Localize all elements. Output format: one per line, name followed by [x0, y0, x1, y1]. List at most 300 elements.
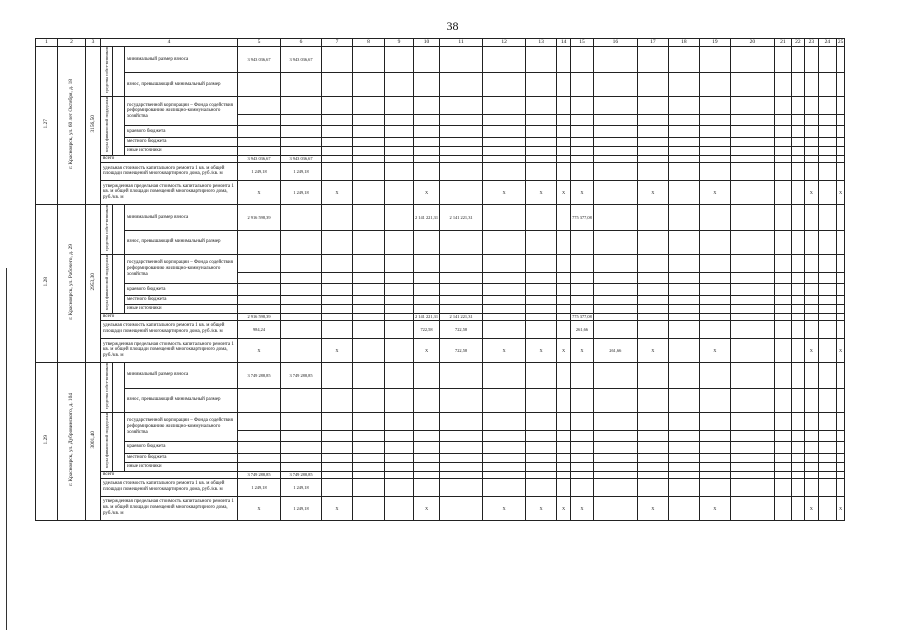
value-cell: [637, 471, 668, 478]
value-cell: [238, 304, 281, 313]
value-cell: [836, 137, 845, 146]
value-cell: [836, 304, 845, 313]
value-cell: [440, 272, 483, 284]
value-cell: [836, 254, 845, 272]
value-cell: [699, 453, 730, 462]
column-number: 18: [668, 39, 699, 47]
value-cell: [557, 96, 571, 114]
value-cell: 1 249,18: [281, 478, 322, 496]
value-cell: [593, 47, 637, 73]
group-spacer: [113, 412, 125, 471]
row-label: иные источники: [125, 304, 238, 313]
value-cell: [699, 362, 730, 388]
value-cell: [637, 388, 668, 412]
value-cell: [353, 204, 385, 230]
value-cell: [483, 284, 526, 296]
value-cell: 2 916 598,39: [238, 313, 281, 320]
value-cell: [483, 453, 526, 462]
value-cell: [353, 362, 385, 388]
value-cell: [774, 204, 791, 230]
value-cell: [414, 146, 440, 155]
value-cell: [730, 230, 774, 254]
column-number: 17: [637, 39, 668, 47]
value-cell: [818, 471, 836, 478]
column-number: 11: [440, 39, 483, 47]
value-cell: [526, 471, 557, 478]
value-cell: [730, 304, 774, 313]
value-cell: [526, 272, 557, 284]
value-cell: [818, 295, 836, 304]
value-cell: [557, 155, 571, 162]
value-cell: [414, 284, 440, 296]
value-cell: [699, 478, 730, 496]
area: 3001,40: [89, 430, 96, 449]
value-cell: [637, 204, 668, 230]
value-cell: [526, 453, 557, 462]
value-cell: X: [836, 338, 845, 362]
value-cell: [353, 453, 385, 462]
value-cell: [385, 442, 414, 454]
value-cell: [353, 496, 385, 520]
value-cell: [557, 284, 571, 296]
value-cell: [238, 96, 281, 114]
value-cell: [385, 272, 414, 284]
value-cell: [557, 313, 571, 320]
value-cell: [483, 388, 526, 412]
value-cell: [281, 114, 322, 126]
value-cell: [353, 478, 385, 496]
value-cell: [836, 442, 845, 454]
value-cell: [353, 304, 385, 313]
value-cell: [730, 272, 774, 284]
value-cell: [774, 430, 791, 442]
value-cell: [774, 338, 791, 362]
value-cell: [593, 284, 637, 296]
value-cell: [637, 254, 668, 272]
value-cell: [791, 73, 804, 97]
value-cell: X: [557, 338, 571, 362]
value-cell: [385, 320, 414, 338]
value-cell: [571, 254, 594, 272]
value-cell: [791, 180, 804, 204]
value-cell: [353, 313, 385, 320]
value-cell: [730, 204, 774, 230]
value-cell: 1 249,18: [281, 496, 322, 520]
value-cell: [804, 230, 818, 254]
value-cell: [571, 162, 594, 180]
value-cell: [238, 430, 281, 442]
value-cell: [818, 126, 836, 138]
value-cell: [526, 254, 557, 272]
value-cell: [818, 412, 836, 430]
value-cell: [791, 496, 804, 520]
value-cell: [637, 412, 668, 430]
value-cell: [385, 146, 414, 155]
row-label: краевого бюджета: [125, 126, 238, 138]
value-cell: 2 141 221,31: [415, 314, 439, 320]
value-cell: [593, 362, 637, 388]
value-cell: [385, 304, 414, 313]
value-cell: [281, 73, 322, 97]
value-cell: [440, 295, 483, 304]
value-cell: [818, 180, 836, 204]
value-cell: [353, 96, 385, 114]
value-cell: X: [557, 180, 571, 204]
value-cell: [526, 284, 557, 296]
value-cell: [836, 73, 845, 97]
value-cell: [353, 442, 385, 454]
value-cell: 3 749 288,85: [238, 471, 281, 478]
value-cell: [571, 453, 594, 462]
value-cell: [238, 412, 281, 430]
group-spacer: [113, 47, 125, 97]
value-cell: [385, 96, 414, 114]
value-cell: [804, 114, 818, 126]
value-cell: [730, 284, 774, 296]
value-cell: [385, 453, 414, 462]
value-cell: [774, 284, 791, 296]
value-cell: [804, 162, 818, 180]
value-cell: [593, 180, 637, 204]
value-cell: [440, 362, 483, 388]
address-cell: [58, 204, 86, 362]
value-cell: [322, 320, 353, 338]
value-cell: [774, 320, 791, 338]
value-cell: [281, 313, 322, 320]
value-cell: [526, 320, 557, 338]
value-cell: [593, 126, 637, 138]
value-cell: [836, 155, 845, 162]
value-cell: X: [526, 496, 557, 520]
value-cell: [818, 137, 836, 146]
value-cell: [414, 471, 440, 478]
value-cell: X: [699, 496, 730, 520]
value-cell: [414, 304, 440, 313]
value-cell: [353, 412, 385, 430]
column-number: 14: [557, 39, 571, 47]
row-label: краевого бюджета: [125, 442, 238, 454]
value-cell: [791, 471, 804, 478]
support-label: меры финансовой поддержки: [103, 254, 109, 310]
value-cell: [385, 204, 414, 230]
value-cell: [593, 313, 637, 320]
value-cell: [668, 254, 699, 272]
value-cell: [791, 362, 804, 388]
table-row: [36, 204, 845, 230]
value-cell: [668, 388, 699, 412]
value-cell: [593, 230, 637, 254]
value-cell: [440, 73, 483, 97]
value-cell: [774, 478, 791, 496]
value-cell: [836, 388, 845, 412]
row-label: утвержденная предельная стоимость капитального ремонта 1 кв. м общей площади помещений многоквартирного дома, руб./кв. м: [101, 180, 238, 204]
own-funds-group: [101, 47, 113, 97]
value-cell: [791, 96, 804, 114]
value-cell: [353, 284, 385, 296]
value-cell: [593, 254, 637, 272]
value-cell: [353, 295, 385, 304]
value-cell: [699, 295, 730, 304]
value-cell: [414, 114, 440, 126]
value-cell: [668, 320, 699, 338]
value-cell: [730, 96, 774, 114]
value-cell: [281, 412, 322, 430]
value-cell: [322, 462, 353, 471]
value-cell: [818, 272, 836, 284]
value-cell: [593, 114, 637, 126]
value-cell: X: [557, 496, 571, 520]
value-cell: [322, 412, 353, 430]
value-cell: [804, 96, 818, 114]
value-cell: [818, 96, 836, 114]
value-cell: [637, 320, 668, 338]
value-cell: X: [699, 180, 730, 204]
value-cell: [281, 442, 322, 454]
value-cell: [804, 320, 818, 338]
value-cell: X: [804, 496, 818, 520]
value-cell: [774, 180, 791, 204]
value-cell: [804, 462, 818, 471]
value-cell: [557, 304, 571, 313]
value-cell: X: [238, 180, 281, 204]
value-cell: [238, 272, 281, 284]
value-cell: X: [483, 180, 526, 204]
value-cell: [637, 146, 668, 155]
value-cell: [637, 442, 668, 454]
address: г. Красноярск, ул. Рабочего, д. 29: [68, 244, 75, 320]
value-cell: [571, 471, 594, 478]
value-cell: [440, 126, 483, 138]
value-cell: [414, 412, 440, 430]
column-number: 5: [238, 39, 281, 47]
value-cell: [483, 442, 526, 454]
value-cell: [699, 155, 730, 162]
value-cell: [699, 320, 730, 338]
value-cell: [322, 304, 353, 313]
value-cell: [774, 230, 791, 254]
value-cell: [322, 362, 353, 388]
value-cell: [238, 137, 281, 146]
value-cell: X: [238, 338, 281, 362]
value-cell: [791, 478, 804, 496]
value-cell: [699, 162, 730, 180]
value-cell: [322, 442, 353, 454]
value-cell: [483, 126, 526, 138]
value-cell: [730, 180, 774, 204]
value-cell: [699, 47, 730, 73]
row-label: утвержденная предельная стоимость капитального ремонта 1 кв. м общей площади помещений многоквартирного дома, руб./кв. м: [101, 496, 238, 520]
value-cell: [571, 146, 594, 155]
value-cell: [730, 47, 774, 73]
value-cell: [593, 430, 637, 442]
value-cell: [836, 313, 845, 320]
value-cell: [699, 73, 730, 97]
value-cell: [668, 430, 699, 442]
column-number: 13: [526, 39, 557, 47]
value-cell: [836, 471, 845, 478]
table-row: [36, 126, 845, 138]
value-cell: [730, 295, 774, 304]
value-cell: [818, 230, 836, 254]
row-label: удельная стоимость капитального ремонта 1 кв. м общей площади помещений многоквартирного дома, руб./кв. м: [101, 478, 238, 496]
value-cell: [774, 471, 791, 478]
value-cell: [804, 388, 818, 412]
value-cell: [818, 114, 836, 126]
value-cell: [730, 162, 774, 180]
value-cell: [414, 230, 440, 254]
value-cell: [593, 155, 637, 162]
value-cell: [385, 471, 414, 478]
value-cell: [526, 304, 557, 313]
value-cell: [238, 230, 281, 254]
value-cell: X: [637, 338, 668, 362]
value-cell: [818, 462, 836, 471]
value-cell: [571, 155, 594, 162]
value-cell: [526, 478, 557, 496]
value-cell: [281, 320, 322, 338]
value-cell: [818, 47, 836, 73]
row-label: взнос, превышающий минимальный размер: [125, 73, 238, 97]
value-cell: [353, 254, 385, 272]
value-cell: [440, 462, 483, 471]
value-cell: [322, 114, 353, 126]
value-cell: [571, 462, 594, 471]
value-cell: [804, 272, 818, 284]
value-cell: [440, 284, 483, 296]
value-cell: [281, 338, 322, 362]
value-cell: [637, 162, 668, 180]
area-cell: [86, 362, 101, 520]
value-cell: [699, 304, 730, 313]
value-cell: [730, 442, 774, 454]
value-cell: [730, 496, 774, 520]
value-cell: [804, 412, 818, 430]
value-cell: [668, 362, 699, 388]
column-number-row: [36, 39, 845, 47]
value-cell: [637, 272, 668, 284]
value-cell: [385, 137, 414, 146]
value-cell: [774, 272, 791, 284]
value-cell: [526, 155, 557, 162]
value-cell: [791, 338, 804, 362]
value-cell: [791, 155, 804, 162]
value-cell: [668, 155, 699, 162]
value-cell: [557, 126, 571, 138]
value-cell: [668, 496, 699, 520]
value-cell: 3 749 288,85: [281, 471, 322, 478]
value-cell: [836, 272, 845, 284]
value-cell: [557, 230, 571, 254]
value-cell: [668, 114, 699, 126]
value-cell: [637, 73, 668, 97]
own-funds-label: средства собст-венников: [103, 47, 109, 94]
table-row: [36, 137, 845, 146]
value-cell: [593, 295, 637, 304]
value-cell: 2 916 598,39: [238, 204, 281, 230]
value-cell: [571, 73, 594, 97]
value-cell: [836, 478, 845, 496]
value-cell: [668, 96, 699, 114]
table-row: [36, 146, 845, 155]
value-cell: [836, 114, 845, 126]
value-cell: [483, 313, 526, 320]
value-cell: [836, 362, 845, 388]
value-cell: [791, 462, 804, 471]
value-cell: [571, 96, 594, 114]
value-cell: X: [637, 496, 668, 520]
value-cell: [730, 155, 774, 162]
area: 2953,30: [89, 273, 96, 291]
value-cell: [699, 471, 730, 478]
value-cell: [804, 295, 818, 304]
value-cell: [526, 362, 557, 388]
value-cell: [440, 478, 483, 496]
value-cell: [791, 295, 804, 304]
value-cell: [774, 362, 791, 388]
value-cell: [483, 320, 526, 338]
value-cell: [804, 73, 818, 97]
value-cell: [791, 47, 804, 73]
value-cell: [668, 313, 699, 320]
value-cell: [836, 412, 845, 430]
value-cell: [637, 126, 668, 138]
value-cell: [483, 96, 526, 114]
value-cell: [791, 137, 804, 146]
table-row: [36, 96, 845, 114]
value-cell: [818, 320, 836, 338]
value-cell: [668, 230, 699, 254]
table-row: [36, 471, 845, 478]
value-cell: [774, 295, 791, 304]
value-cell: [818, 162, 836, 180]
value-cell: [804, 137, 818, 146]
value-cell: [322, 47, 353, 73]
value-cell: [557, 478, 571, 496]
value-cell: X: [637, 180, 668, 204]
value-cell: [668, 126, 699, 138]
value-cell: X: [571, 338, 594, 362]
value-cell: [818, 388, 836, 412]
value-cell: [483, 47, 526, 73]
row-label: всего: [101, 471, 238, 478]
value-cell: [281, 230, 322, 254]
value-cell: [774, 462, 791, 471]
value-cell: [818, 284, 836, 296]
value-cell: [774, 114, 791, 126]
support-group: [101, 254, 113, 313]
value-cell: [238, 462, 281, 471]
support-label: меры финансовой поддержки: [103, 96, 109, 153]
value-cell: [353, 162, 385, 180]
value-cell: [791, 254, 804, 272]
value-cell: [836, 284, 845, 296]
value-cell: [804, 313, 818, 320]
value-cell: [637, 155, 668, 162]
value-cell: [483, 146, 526, 155]
value-cell: [791, 146, 804, 155]
value-cell: [440, 146, 483, 155]
value-cell: [526, 412, 557, 430]
column-number: 25: [837, 39, 844, 46]
value-cell: [668, 442, 699, 454]
value-cell: [668, 47, 699, 73]
area: 3156,50: [89, 115, 96, 133]
value-cell: [804, 471, 818, 478]
value-cell: [281, 388, 322, 412]
value-cell: 1 249,18: [281, 180, 322, 204]
value-cell: [440, 180, 483, 204]
value-cell: [730, 320, 774, 338]
